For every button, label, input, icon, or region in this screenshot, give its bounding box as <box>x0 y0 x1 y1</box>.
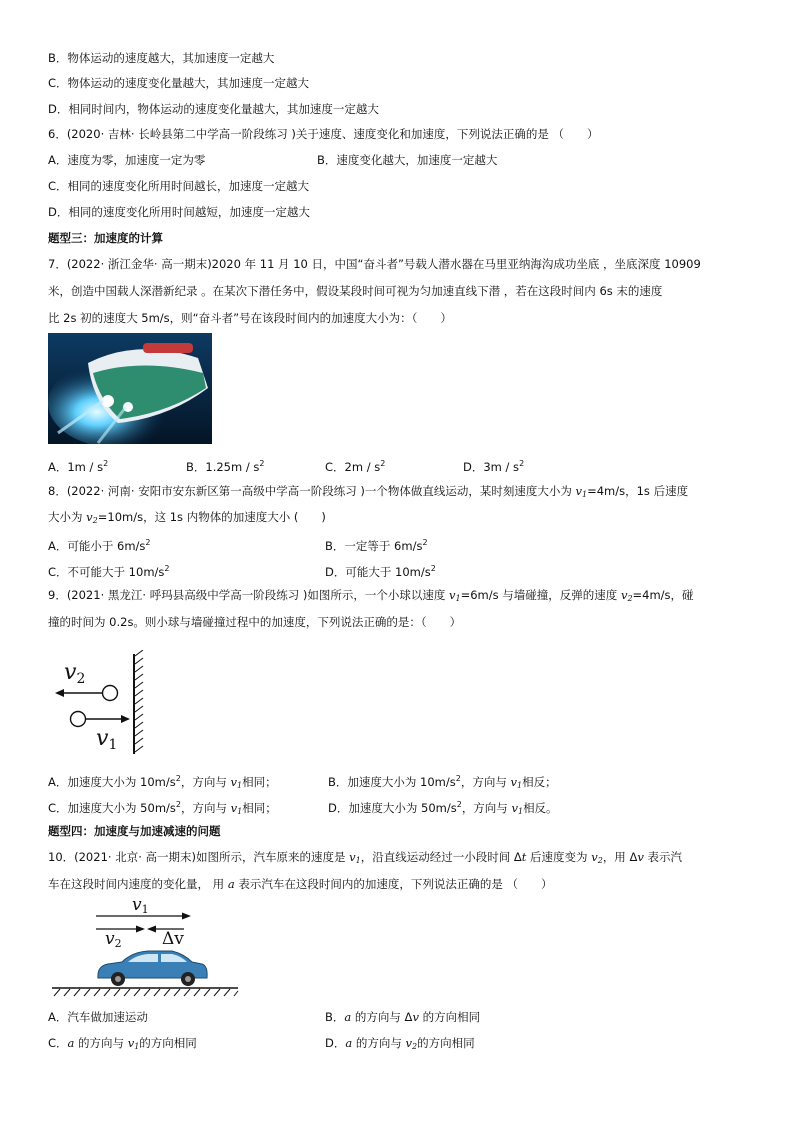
q9-line-1: 9．(2021· 黑龙江· 呼玛县高级中学高一阶段练习 )如图所示，一个小球以速度 $v_1=6m/s$ 与墙碰撞，反弹的速度 $v_2=4m/s$，碰 <box>48 588 694 603</box>
q7-line-2: 米，创造中国载人深潜新纪录 。在某次下潜任务中，假设某段时间可视为匀加速直线下潜 ，若在这段时间内 6s 末的速度 <box>48 284 663 298</box>
q10-line-1: 10．(2021· 北京· 高一期末)如图所示，汽车原来的速度是 $v_1$，沿直线运动经过一小段时间 Δt 后速度变为 $v_2$，用 Δv 表示汽 <box>48 850 682 865</box>
q8-line-2: 大小为 $v_2=10m/s$，这 1s 内物体的加速度大小 ( ) <box>48 510 326 525</box>
q8-option-b: B．一定等于 $6m/s^2$ <box>325 538 428 553</box>
q7-line-3: 比 2s 初的速度大 5m/s，则“奋斗者”号在该段时间内的加速度大小为：（ ） <box>48 311 452 325</box>
q6-option-a: A．速度为零，加速度一定为零 <box>48 153 206 167</box>
car-diagram <box>50 895 240 1000</box>
q10-option-d: D．a 的方向与 $v_2$的方向相同 <box>325 1036 475 1051</box>
q5-option-c: C．物体运动的速度变化量越大，其加速度一定越大 <box>48 76 310 90</box>
q9-option-b: B．加速度大小为 $10m/s^2$，方向与 $v_1$相反； <box>328 774 557 790</box>
q9-option-a: A．加速度大小为 $10m/s^2$，方向与 $v_1$相同； <box>48 774 277 790</box>
q10-option-a: A．汽车做加速运动 <box>48 1010 148 1024</box>
q6-stem: 6．(2020· 吉林· 长岭县第二中学高一阶段练习 )关于速度、速度变化和加速度，下列说法正确的是 （ ） <box>48 127 599 141</box>
q10-line-2: 车在这段时间内速度的变化量， 用 a 表示汽车在这段时间内的加速度，下列说法正确的是 （ ） <box>48 877 553 891</box>
q7-option-d: D．$3m / s^2$ <box>463 459 525 474</box>
car-v1-label: v1 <box>132 895 149 916</box>
section-3-title: 题型三：加速度的计算 <box>48 231 163 245</box>
q10-option-b: B．a 的方向与 Δv 的方向相同 <box>325 1010 481 1024</box>
q6-option-b: B．速度变化越大，加速度一定越大 <box>317 153 498 167</box>
ball-wall-diagram <box>50 650 160 760</box>
q10-option-c: C．a 的方向与 $v_1$的方向相同 <box>48 1036 197 1051</box>
q9-option-d: D．加速度大小为 $50m/s^2$，方向与 $v_1$相反。 <box>328 800 558 816</box>
section-4-title: 题型四：加速度与加速减速的问题 <box>48 824 221 838</box>
q7-line-1: 7．(2022· 浙江金华· 高一期末)2020 年 11 月 10 日，中国“奋斗者”号载人潜水器在马里亚纳海沟成功坐底 ，坐底深度 10909 <box>48 257 701 271</box>
q8-option-c: C．不可能大于 $10m/s^2$ <box>48 564 170 579</box>
q7-option-b: B．$1.25m / s^2$ <box>186 459 265 474</box>
q9-line-2: 撞的时间为 0.2s。则小球与墙碰撞过程中的加速度，下列说法正确的是：（ ） <box>48 615 462 629</box>
q5-option-b: B．物体运动的速度越大，其加速度一定越大 <box>48 51 275 65</box>
q6-option-c: C．相同的速度变化所用时间越长，加速度一定越大 <box>48 179 310 193</box>
car-delta-v-label: Δv <box>162 929 184 949</box>
q7-option-c: C．$2m / s^2$ <box>325 459 386 474</box>
v2-label: v2 <box>64 660 86 687</box>
q8-option-d: D．可能大于 $10m/s^2$ <box>325 564 436 579</box>
q8-line-1: 8．(2022· 河南· 安阳市安东新区第一高级中学高一阶段练习 )一个物体做直线运动，某时刻速度大小为 $v_1=4m/s$，1s 后速度 <box>48 484 689 499</box>
car-v2-label: v2 <box>105 929 122 950</box>
q5-option-d: D．相同时间内，物体运动的速度变化量越大，其加速度一定越大 <box>48 102 379 116</box>
submersible-photo <box>48 333 212 444</box>
q6-option-d: D．相同的速度变化所用时间越短，加速度一定越大 <box>48 205 310 219</box>
v1-label: v1 <box>96 726 118 753</box>
q9-option-c: C．加速度大小为 $50m/s^2$，方向与 $v_1$相同； <box>48 800 277 816</box>
q7-option-a: A．$1m / s^2$ <box>48 459 109 474</box>
q8-option-a: A．可能小于 $6m/s^2$ <box>48 538 151 553</box>
